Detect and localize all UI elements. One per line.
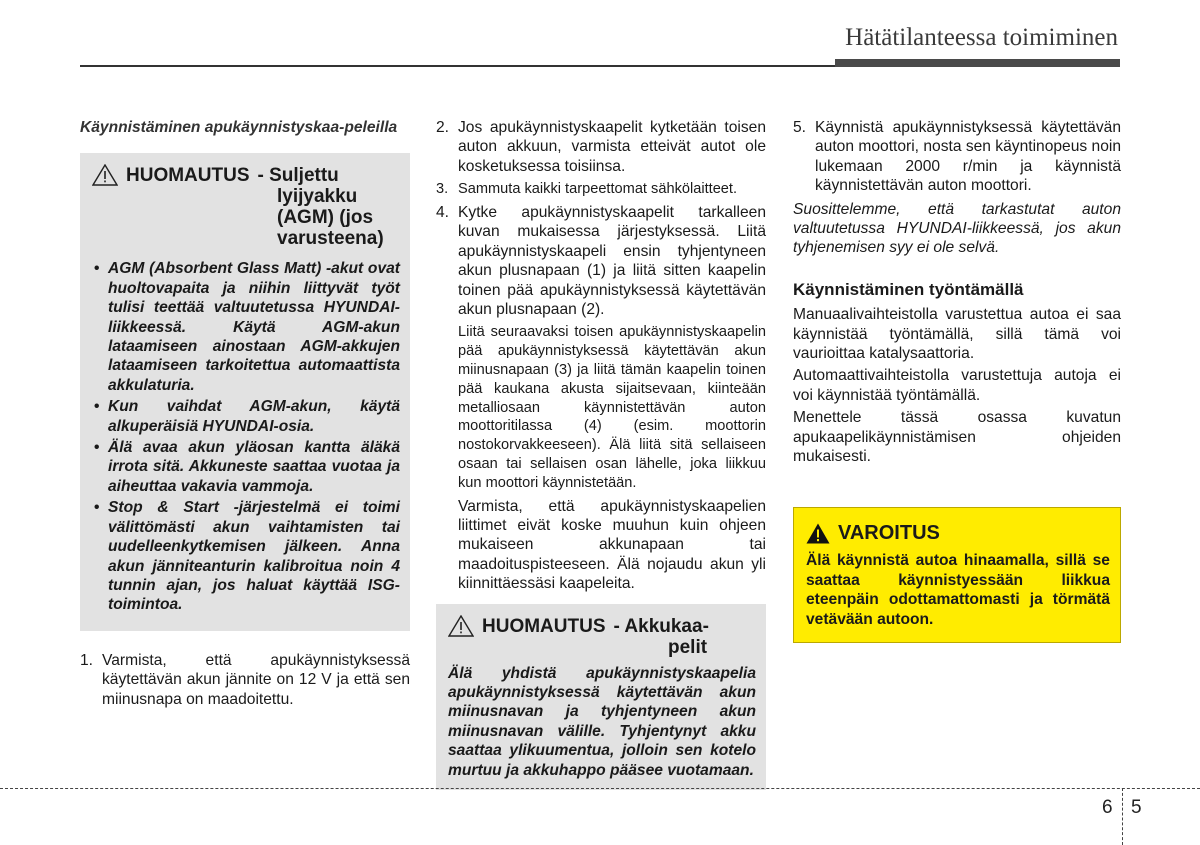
recommendation-note: Suosittelemme, että tarkastutat auton valtuutetussa HYUNDAI-liikkeessä, jos akun tyhjenemisen syy ei ole selvä. [793, 200, 1121, 257]
chapter-number: 6 [1102, 797, 1113, 818]
list-item: • Älä avaa akun yläosan kantta äläkä irrota sitä. Akkuneste saattaa vuotaa ja aiheuttaa vakavia vammoja. [92, 438, 400, 496]
step-number: 1. [80, 651, 94, 669]
column-1 [80, 118, 410, 713]
warning-title [806, 522, 1110, 545]
page-number: 5 [1131, 797, 1142, 818]
warning-triangle-icon [806, 523, 830, 544]
notice-title [92, 165, 400, 249]
footer-divider [1122, 788, 1123, 845]
notice-subject-line: lyijyakku [277, 186, 358, 208]
section-heading-jumpstart: Käynnistäminen apukäynnistyskaa-peleilla [80, 119, 398, 136]
step-number: 4. [436, 204, 450, 222]
step-text: Sammuta kaikki tarpeettomat sähkölaitteet. [458, 181, 738, 198]
push-start-paragraph: Manuaalivaihteistolla varustettua autoa ei saa käynnistää työntämällä, sillä tämä voi vaurioittaa katalysaattoria. [793, 306, 1121, 363]
step-number: 5. [793, 119, 807, 136]
step-3 [436, 180, 766, 199]
notice-subject-line: varusteena) [277, 228, 384, 250]
push-start-paragraph: Automaattivaihteistolla varustettuja autoja ei voi käynnistää työntämällä. [793, 367, 1121, 404]
header-accent-bar [835, 59, 1120, 67]
step-5 [793, 118, 1121, 196]
step-2 [436, 118, 766, 176]
step-list [436, 118, 766, 319]
warning-box [793, 507, 1121, 643]
step-text: Varmista, että apukäynnistyksessä käytettävän akun jännite on 12 V ja että sen miinusnapa on maadoitettu. [102, 651, 410, 708]
notice-subject-line: - Akkukaa- [613, 615, 709, 637]
column-2 [436, 118, 766, 790]
step-1 [80, 651, 410, 709]
warning-body: Älä käynnistä autoa hinaamalla, sillä se saattaa käynnistyessään liikkua eteenpäin odottamattomasti ja törmätä vetävään autoon. [806, 552, 1110, 628]
step-list [793, 118, 1121, 196]
notice-cables [436, 604, 766, 790]
chapter-title: Hätätilanteessa toimiminen [845, 24, 1118, 51]
list-item: • Stop & Start -järjestelmä ei toimi välittömästi akun vaihtamisten tai uudelleenkytkemisen jälkeen. Anna akun jänniteanturin kalibroitua noin 4 tunnin ajan, jos haluat käyttää ISG-toimintoa. [92, 498, 400, 614]
step-number: 2. [436, 119, 450, 136]
step-number: 3. [436, 181, 449, 198]
notice-body: Älä yhdistä apukäynnistyskaapelia apukäynnistyksessä käytettävän akun miinusnavan ja tyhjentyneen akun miinusnavan välille. Tyhjentynyt akku saattaa ylikuumentua, jolloin sen kotelo murtuu ja akkuhappo pääsee vuotamaan. [448, 664, 756, 779]
notice-subject-line: (AGM) (jos [277, 207, 374, 229]
step-text: Käynnistä apukäynnistyksessä käytettävän auton moottori, nosta sen käyntinopeus noin lukemaan 2000 r/min ja käynnistä käynnistettävän auton moottori. [815, 119, 1122, 195]
notice-bullet-list [92, 259, 400, 614]
footer-rule [0, 788, 1200, 789]
notice-agm-battery [80, 153, 410, 630]
step-text: Jos apukäynnistyskaapelit kytketään toisen auton akkuun, varmista etteivät autot ole kosketuksessa toisiinsa. [458, 119, 766, 175]
step-4-check: Varmista, että apukäynnistyskaapelien liittimet eivät koske muuhun kuin ohjeen mukaiseen akkunapaan tai maadoituspisteeseen. Älä nojaudu akun yli kiinnittäessäsi kaapeleita. [458, 497, 766, 593]
list-item: • AGM (Absorbent Glass Matt) -akut ovat huoltovapaita ja niihin liittyvät työt tulisi teettää valtuutetussa HYUNDAI-liikkeessä. Käytä AGM-akun lataamiseen ainostaan AGM-akkujen lataamiseen tarkoitettua automaattista akkulaturia. [92, 259, 400, 395]
section-heading-push-start: Käynnistäminen työntämällä [793, 279, 1024, 299]
step-4-continuation: Liitä seuraavaksi toisen apukäynnistyskaapelin pää apukäynnistyksessä käytettävän akun miinusnapaan (3) ja liitä tämän kaapelin toinen pää kaukana akusta sijaitsevaan, kiinteään metalliosaan käynnistettävän auton moottoritilassa (4) (esim. moottorin nostokorvakkeeseen). Älä liitä sitä sellaiseen osaan tai sellaisen osan lähelle, joka liikkuu kun moottori käynnistetään. [458, 324, 766, 491]
notice-subject-line: - Suljettu [257, 165, 339, 187]
warning-label: VAROITUS [838, 522, 940, 544]
push-start-paragraph: Menettele tässä osassa kuvatun apukaapelikäynnistämisen ohjeiden mukaisesti. [793, 409, 1121, 466]
notice-subject-line: pelit [668, 636, 708, 658]
caution-triangle-icon [448, 615, 474, 637]
caution-triangle-icon [92, 164, 118, 186]
column-3 [793, 118, 1121, 470]
list-item: • Kun vaihdat AGM-akun, käytä alkuperäisiä HYUNDAI-osia. [92, 397, 400, 436]
header-rule [80, 65, 835, 67]
step-4 [436, 203, 766, 319]
step-text: Kytke apukäynnistyskaapelit tarkalleen kuvan mukaisessa järjestyksessä. Liitä apukäynnistyskaapeli ensin tyhjentyneen akun plusnapaan (1) ja liitä sitten kaapelin toinen pää apukäynnistyksessä käytettävän akun plusnapaan (2). [458, 204, 766, 319]
notice-label: HUOMAUTUS [126, 165, 250, 187]
notice-title [448, 616, 756, 658]
notice-label: HUOMAUTUS [482, 615, 606, 637]
step-list [80, 651, 410, 709]
